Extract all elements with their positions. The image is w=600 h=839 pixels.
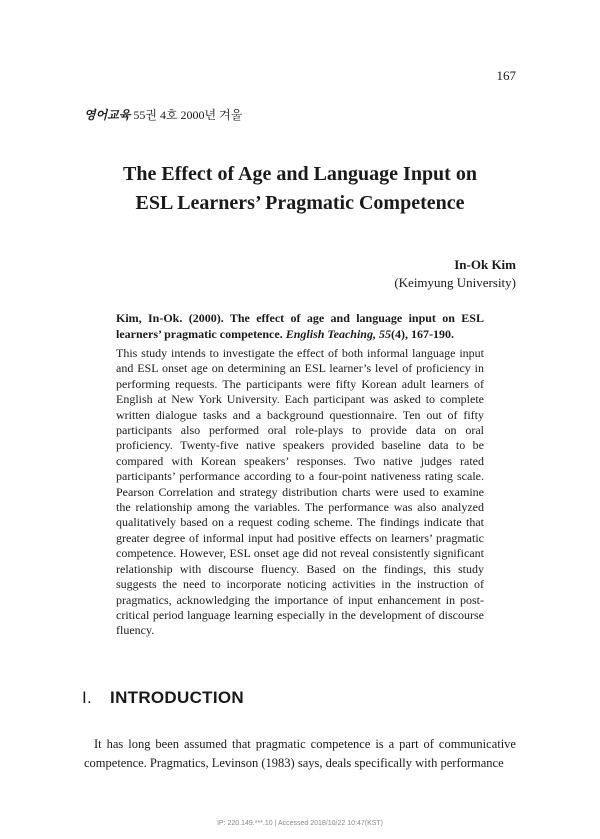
abstract-text: This study intends to investigate the effect of both informal language input and ESL onset age on determining an ESL learner’s level of proficiency in performing requests. The participants were fifty Korean adult learners of English at New York University. Each participant was asked to complete written dialogue tasks and a background questionnaire. Ten out of fifty participants also performed oral role-plays to provide data on oral proficiency. Twenty-five native speakers provided baseline data to be compared with Korean speakers’ responses. Two native judges rated participants’ performance according to a four-point nativeness rating scale. Pearson Correlation and strategy distribution charts were used to examine the relationship among the variables. The performance was also analyzed qualitatively based on a request coding scheme. The findings indicate that greater degree of informal input had positive effects on learners’ pragmatic competence. However, ESL onset age did not reveal consistently significant relationship with discourse fluency. Based on the findings, this study suggests the need to incorporate noticing activities in the instruction of pragmatics, acknowledging the importance of input enhancement in post-critical period language learning especially in the development of discourse fluency.: [116, 346, 484, 638]
citation-journal: English Teaching, 55: [285, 327, 391, 341]
author-name: In-Ok Kim: [454, 257, 516, 272]
journal-issue: 55권 4호 2000년 겨울: [133, 108, 243, 122]
intro-paragraph: It has long been assumed that pragmatic competence is a part of communicative competence. Pragmatics, Levinson (1983) says, deals specifically with performance: [84, 737, 516, 770]
section-heading: [82, 688, 244, 708]
author-affiliation: (Keimyung University): [394, 275, 516, 290]
citation-prefix: Kim, In-Ok. (2000). The effect of age and language input on ESL learners’ pragmatic competence.: [116, 311, 484, 341]
title-line-1: The Effect of Age and Language Input on: [123, 163, 477, 185]
citation: [116, 310, 484, 342]
section-number: I.: [82, 688, 93, 707]
access-footer: IP: 220.149.***.10 | Accessed 2018/10/22 10:47(KST): [216, 820, 384, 827]
section-title: INTRODUCTION: [110, 688, 244, 707]
journal-name: 영어교육: [84, 108, 131, 122]
page-number: 167: [496, 68, 516, 83]
title-line-2: ESL Learners’ Pragmatic Competence: [135, 192, 465, 214]
paper-title: [60, 160, 540, 218]
intro-body: [84, 735, 516, 773]
abstract-block: [116, 310, 484, 639]
journal-header: [84, 106, 242, 123]
citation-suffix: (4), 167-190.: [390, 327, 454, 341]
author-block: [394, 256, 516, 292]
